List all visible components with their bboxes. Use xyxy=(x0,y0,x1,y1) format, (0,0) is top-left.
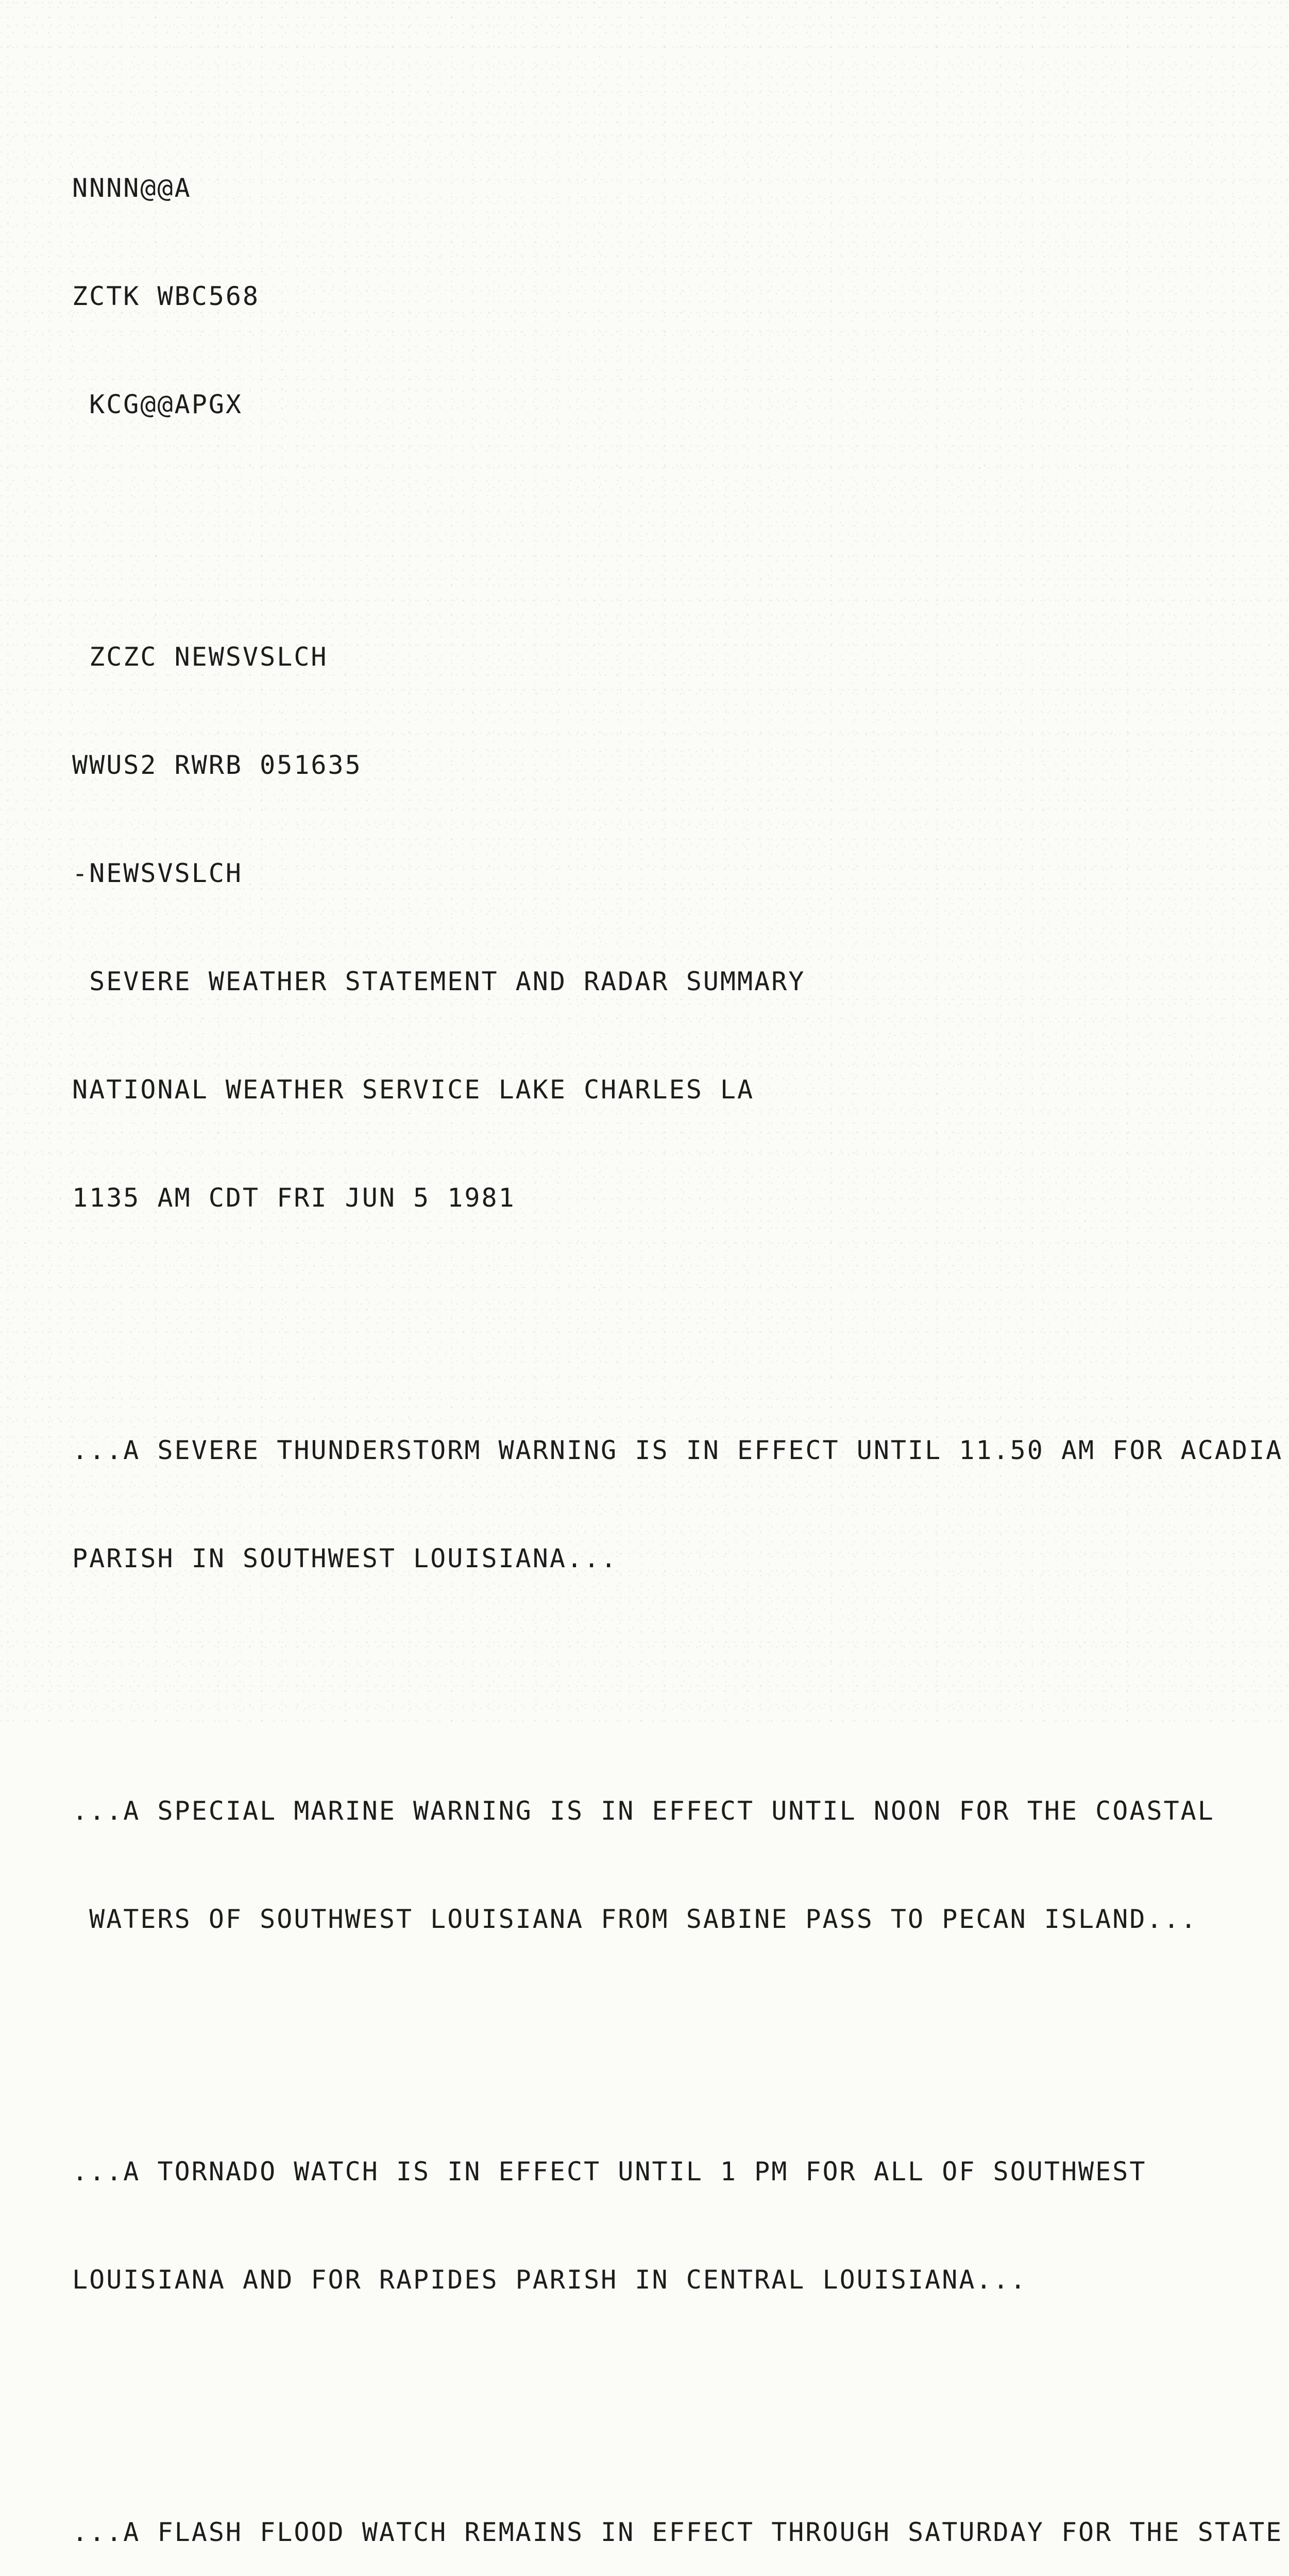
header-line: ZCTK WBC568 xyxy=(72,281,260,311)
blank-line xyxy=(72,1288,1231,1324)
weather-statement-text xyxy=(72,62,1283,2576)
flash-flood-watch: ...A FLASH FLOOD WATCH REMAINS IN EFFECT THROUGH SATURDAY FOR THE STATE xyxy=(72,2517,1283,2547)
severe-thunderstorm-warning: ...A SEVERE THUNDERSTORM WARNING IS IN EFFECT UNTIL 11.50 AM FOR ACADIA xyxy=(72,1435,1283,1465)
tornado-watch: LOUISIANA AND FOR RAPIDES PARISH IN CENTRAL LOUISIANA... xyxy=(72,2265,1027,2295)
special-marine-warning: WATERS OF SOUTHWEST LOUISIANA FROM SABINE PASS TO PECAN ISLAND... xyxy=(72,1904,1198,1934)
blank-line xyxy=(72,495,1231,531)
blank-line xyxy=(72,1649,1231,1685)
issue-time: 1135 AM CDT FRI JUN 5 1981 xyxy=(72,1183,516,1213)
blank-line xyxy=(72,2009,1231,2045)
bulletin-line: ZCZC NEWSVSLCH xyxy=(72,642,328,672)
bulletin-line: WWUS2 RWRB 051635 xyxy=(72,750,362,780)
header-line: NNNN@@A xyxy=(72,173,192,203)
severe-thunderstorm-warning: PARISH IN SOUTHWEST LOUISIANA... xyxy=(72,1544,618,1573)
header-line: KCG@@APGX xyxy=(72,389,243,419)
special-marine-warning: ...A SPECIAL MARINE WARNING IS IN EFFECT UNTIL NOON FOR THE COASTAL xyxy=(72,1796,1215,1826)
bulletin-line: -NEWSVSLCH xyxy=(72,858,243,888)
blank-line xyxy=(72,2370,1231,2406)
statement-title: SEVERE WEATHER STATEMENT AND RADAR SUMMARY xyxy=(72,967,806,996)
tornado-watch: ...A TORNADO WATCH IS IN EFFECT UNTIL 1 PM FOR ALL OF SOUTHWEST xyxy=(72,2157,1147,2187)
issuing-office: NATIONAL WEATHER SERVICE LAKE CHARLES LA xyxy=(72,1075,755,1105)
